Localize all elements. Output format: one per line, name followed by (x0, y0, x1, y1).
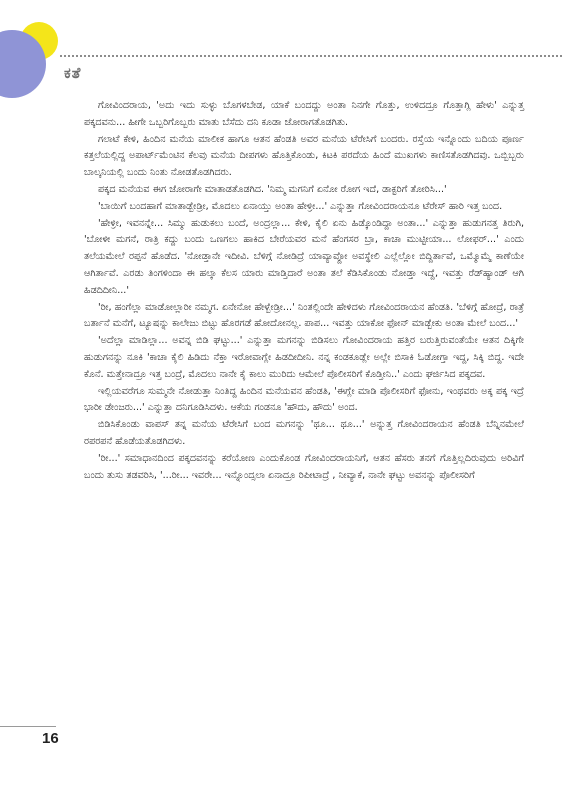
paragraph: 'ರೀ, ಹಂಗೆಲ್ಲಾ ಮಾಡೋಲ್ಲಾರೀ ನಮ್ಮಗ. ಏನೇನೋ ಹೇಳ್ಬೇಡ್ರೀ...' ನಿಂತಲ್ಲಿಂದೇ ಹೇಳಿದಳು ಗೋವಿಂದರಾಯನ ಹೆಂಡತಿ. 'ಬೆಳಿಗ್ಗೆ ಹೋದ್ರೆ, ರಾತ್ರೆ ಬರ್ತಾನೆ ಮನೆಗೆ, ಟ್ಯೂಷನ್ನು ಕಾಲೇಜು ಬಿಟ್ಟು ಹೊರಗಡೆ ಹೋದೋನಲ್ಲ. ಪಾಪ... ಇವತ್ತು ಯಾಕೋ ಫೋನ್ ಮಾಡ್ಬೇಕು ಅಂತಾ ಮೇಲೆ ಬಂದ...' (84, 301, 524, 330)
paragraph: ಇಲ್ಲಿಯವರೆಗೂ ಸುಮ್ಮನೇ ನೋಡುತ್ತಾ ನಿಂತಿದ್ದ ಹಿಂದಿನ ಮನೆಯವನ ಹೆಂಡತಿ, 'ಈಗ್ಲೇ ಮಾಡಿ ಪೊಲೀಸರಿಗೆ ಫೋನು, ಇಂಥವರು ಅಕ್ಕ ಪಕ್ಕ ಇದ್ರೆ ಭಾರೀ ಡೇಂಜರು...' ಎನ್ನುತ್ತಾ ದನಿಗೂಡಿಸಿದಳು. ಆಕೆಯ ಗಂಡನೂ 'ಹೌದು, ಹೌದು' ಅಂದ. (84, 385, 524, 414)
story-body (84, 98, 524, 484)
page-number: 16 (42, 730, 59, 747)
paragraph: ಬಿಡಿಸಿಕೊಂಡು ವಾಪಸ್ ತನ್ನ ಮನೆಯ ಟೆರೇಸಿಗೆ ಬಂದ ಮಗನನ್ನು 'ಥೂ... ಥೂ...' ಅನ್ನುತ್ತ ಗೋವಿಂದರಾಯನ ಹೆಂಡತಿ ಬೆನ್ನಿನಮೇಲೆ ರಪರಪನೆ ಹೊಡೆಯತೊಡಗಿದಳು. (84, 419, 524, 447)
paragraph: 'ಹೇಳ್ರೀ, ಇವನನ್ನೇ... ಸಿಮ್ಮು ಹುಡುಕಲು ಬಂದೆ, ಅಂದ್ರಲ್ಲಾ... ಕೇಳಿ, ಕೈಲಿ ಏನು ಹಿಡ್ಕೊಂಡಿದ್ದಾ ಅಂತಾ...' ಎನ್ನುತ್ತಾ ಹುಡುಗನತ್ತ ತಿರುಗಿ, 'ಬೋಳೀ ಮಗನೆ, ರಾತ್ರಿ ಕದ್ದು ಬಂದು ಒಣಗಲು ಹಾಕಿದ ಬೇರೆಯವರ ಮನೆ ಹೆಂಗಸರ ಬ್ರಾ, ಕಾಚಾ ಮುಟ್ಟೀಯಾ... ಲೋಫರ್...' ಎಂದು ತಲೆಯಮೇಲೆ ರಪ್ಪನೆ ಹೊಡೆದ. 'ನೋಡ್ತಾನೇ ಇದೀವಿ. ಬೆಳಿಗ್ಗೆ ನೋಡಿದ್ರೆ ಯಾವ್ಯಾವ್ದೋ ಅವಸ್ಥೇಲಿ ಎಲ್ಲೆಲ್ಲೋ ಬಿದ್ದಿರ್ತಾವೆ, ಒಮ್ಮೊಮ್ಮೆ ಕಾಣೆಯೇ ಆಗಿರ್ತಾವೆ. ಎರಡು ತಿಂಗಳಿಂದಾ ಈ ಹಲ್ಕಾ ಕೆಲಸ ಯಾರು ಮಾಡ್ತಿದಾರೆ ಅಂತಾ ತಲೆ ಕೆಡಿಸಿಕೊಂಡು ನೋಡ್ತಾ ಇದ್ದೆ, ಇವತ್ತು ರೆಡ್‍ಹ್ಯಾಂಡ್ ಆಗಿ ಹಿಡದಿದೀನಿ...' (84, 217, 524, 296)
paragraph: 'ರೀ...' ಸಮಾಧಾನದಿಂದ ಪಕ್ಕದವನನ್ನು ಕರೆಯೋಣ ಎಂದುಕೊಂಡ ಗೋವಿಂದರಾಯನಿಗೆ, ಆತನ ಹೆಸರು ತನಗೆ ಗೊತ್ತಿಲ್ಲದಿರುವುದು ಅರಿವಿಗೆ ಬಂದು ತುಸು ತಡವರಿಸಿ, '...ರೀ... ಇವರೇ... ಇನ್ನೊಂದ್ಸಲಾ ಏನಾದ್ರೂ ರಿಪೀಟಾದ್ರೆ , ನೀವ್ಯಾಕೆ, ನಾನೇ ಘಟ್ಟು ಅವನನ್ನು ಪೊಲೀಸರಿಗೆ (84, 452, 524, 481)
paragraph: ಗಲಾಟೆ ಕೇಳಿ, ಹಿಂದಿನ ಮನೆಯ ಮಾಲೀಕ ಹಾಗೂ ಆತನ ಹೆಂಡತಿ ಅವರ ಮನೆಯ ಟೆರೇಸಿಗೆ ಬಂದರು. ರಸ್ತೆಯ ಇನ್ನೊಂದು ಬದಿಯ ಪೂರ್ಣ ಕತ್ತಲೆಯಲ್ಲಿದ್ದ ಅಪಾರ್ಟ್‍ಮೆಂಟಿನ ಕೆಲವು ಮನೆಯ ದೀಪಗಳು ಹೊತ್ತಿಕೊಂಡು, ಕಿಟಕಿ ಪರದೆಯ ಹಿಂದೆ ಮುಖಗಳು ಕಾಣಿಸತೊಡಗಿದವು. ಒಬ್ಬಿಬ್ಬರು ಬಾಲ್ಕನಿಯಲ್ಲಿ ಬಂದು ನಿಂತು ನೋಡತೊಡಗಿದರು. (84, 133, 524, 179)
paragraph: 'ಅದೆಲ್ಲಾ ಮಾಡಿಲ್ಲಾ... ಅವನ್ನ ಬಿಡಿ ಘಟ್ಟು...' ಎನ್ನುತ್ತಾ ಮಗನನ್ನು ಬಿಡಿಸಲು ಗೋವಿಂದರಾಯ ಹತ್ತಿರ ಬರುತ್ತಿರುವಂತೆಯೇ ಆತನ ದಿಕ್ಕಿಗೇ ಹುಡುಗನನ್ನು ನೂಕಿ 'ಕಾಚಾ ಕೈಲಿ ಹಿಡಿದು ನೆಕ್ತಾ ಇರೋವಾಗ್ಲೇ ಹಿಡದೀದೀನಿ. ನನ್ನ ಕಂಡಕೂಡ್ಲೇ ಅಲ್ಲೇ ಬಿಸಾಕಿ ಓಡೋಗ್ತಾ ಇದ್ದ, ಸಿಕ್ಕಿ ಬಿದ್ದ. ಇದೇ ಕೊನೆ. ಮತ್ತೇನಾದ್ರೂ ಇತ್ತ ಬಂದ್ರೆ, ಮೊದಲು ನಾನೇ ಕೈ ಕಾಲು ಮುರಿದು ಆಮೇಲೆ ಪೊಲೀಸರಿಗೆ ಕೊಡ್ತೀನಿ..' ಎಂದು ಘರ್ಜಿಸಿದ ಪಕ್ಕದವ. (84, 335, 524, 380)
paragraph: ಪಕ್ಕದ ಮನೆಯವ ಈಗ ಜೋರಾಗೇ ಮಾತಾಡತೊಡಗಿದ. 'ನಿಮ್ಮ ಮಗನಿಗೆ ಏನೋ ರೋಗ ಇದೆ, ಡಾಕ್ಟರಿಗೆ ತೋರಿಸಿ...' (98, 183, 447, 195)
header-dotted-rule (60, 55, 562, 57)
paragraph: 'ಬಾಯಿಗೆ ಬಂದಹಾಗೆ ಮಾತಾಡ್ಬೇಡ್ರೀ, ಮೊದಲು ಏನಾಯ್ತು ಅಂತಾ ಹೇಳ್ರೀ...' ಎನ್ನುತ್ತಾ ಗೋವಿಂದರಾಯನೂ ಟೆರೇಸ್ ಹಾರಿ ಇತ್ತ ಬಂದ. (98, 200, 503, 212)
section-label: ಕತೆ (64, 64, 82, 82)
footer-rule (0, 726, 56, 727)
paragraph: ಗೋವಿಂದರಾಯ, 'ಅದು ಇದು ಸುಳ್ಳು ಬೊಗಳಬೇಡ, ಯಾಕೆ ಬಂದದ್ದು ಅಂತಾ ನಿನಗೇ ಗೊತ್ತು, ಉಳಿದದ್ರೂ ಗೊತ್ತಾಗ್ಲಿ ಹೇಳು' ಎನ್ನುತ್ತ ಪಕ್ಕದವನು... ಹೀಗೇ ಒಬ್ಬರಿಗೊಬ್ಬರು ಮಾತು ಬೆಸೆದು ದನಿ ಕೂಡಾ ಜೋರಾಗತೊಡಗಿತು. (84, 100, 524, 128)
